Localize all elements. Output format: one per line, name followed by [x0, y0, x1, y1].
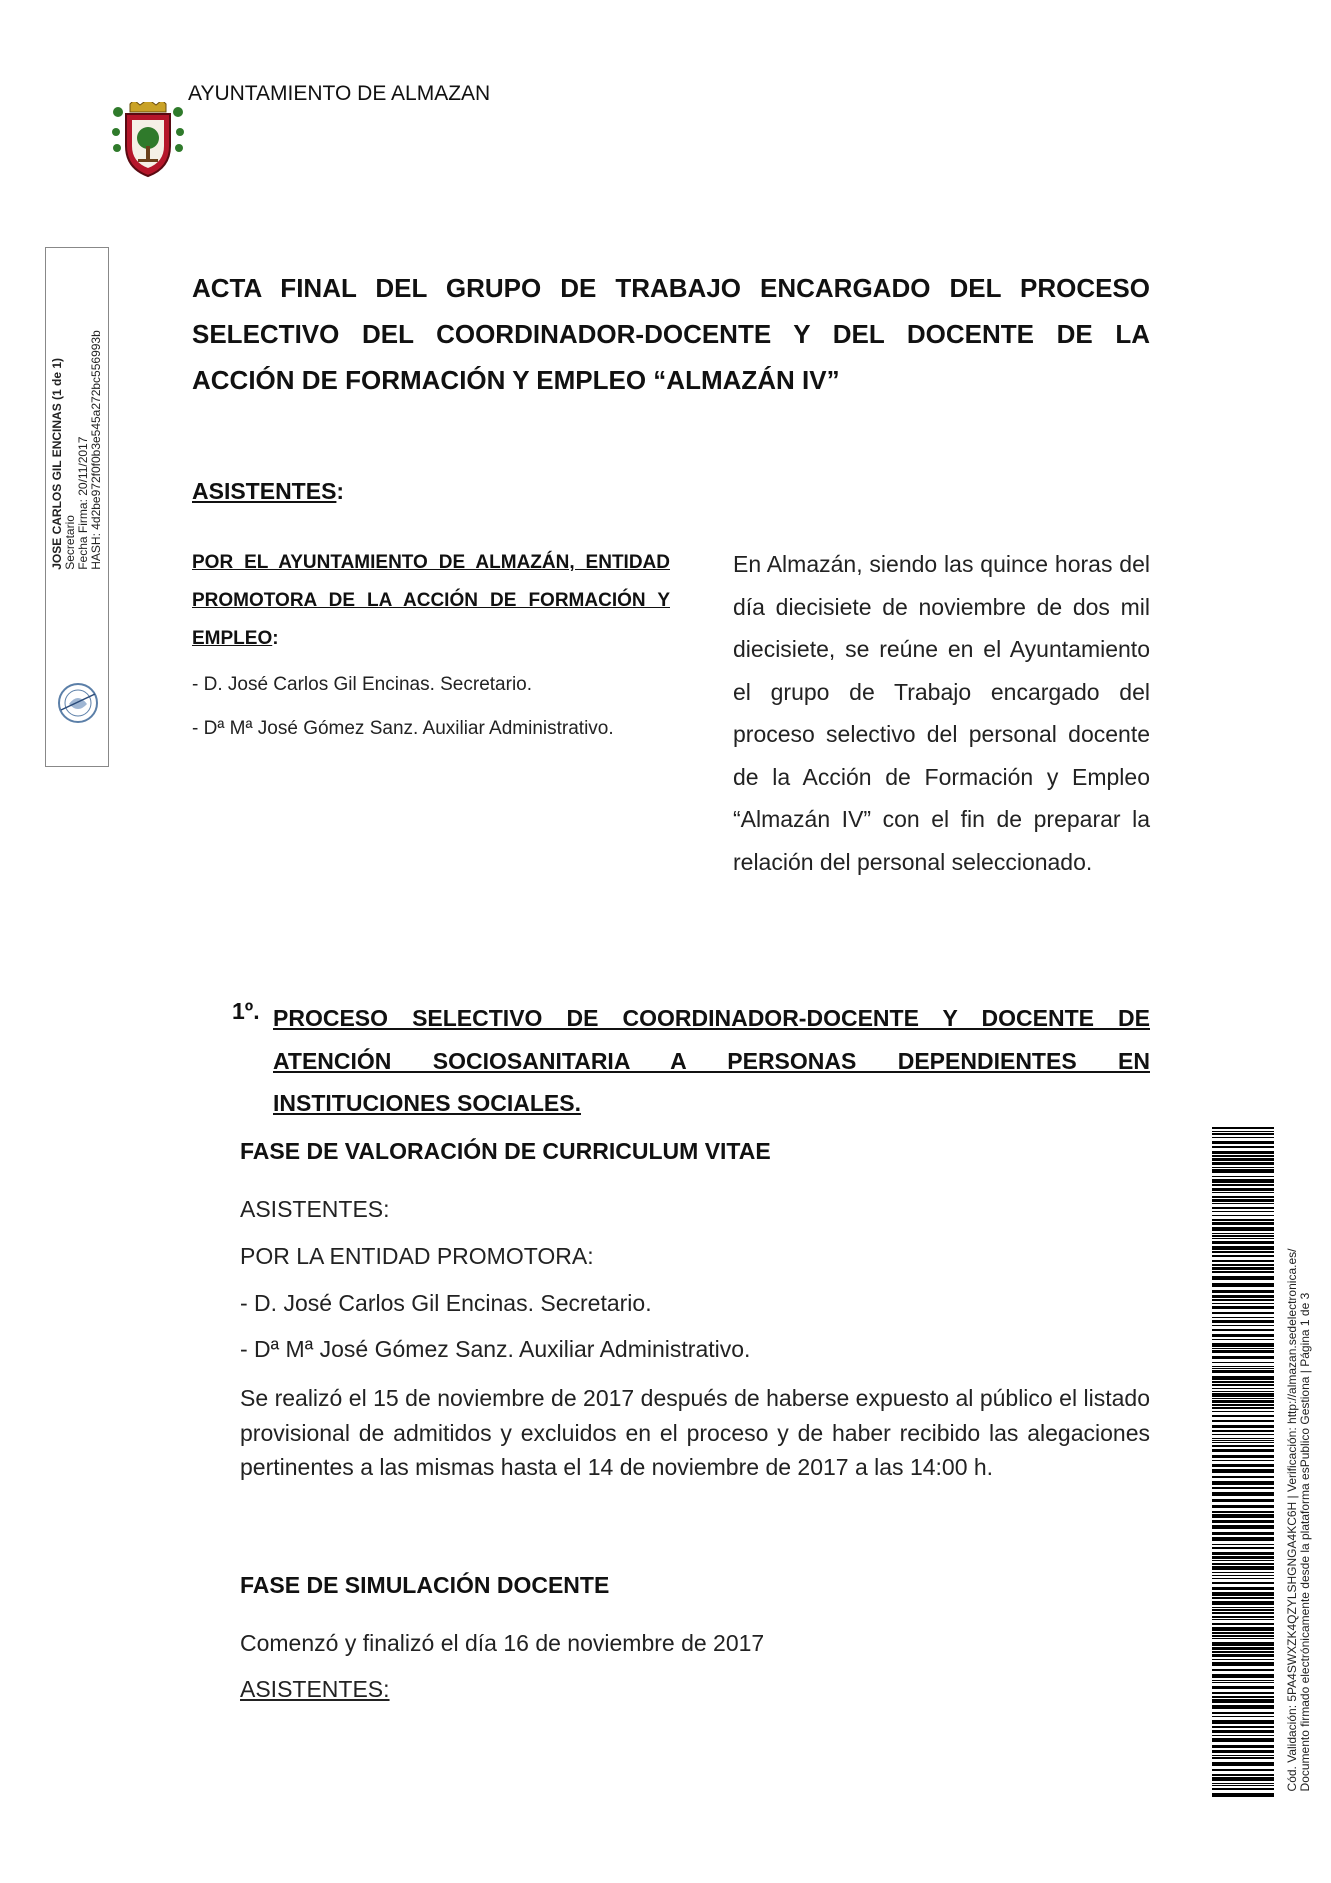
phase-simulation-heading: FASE DE SIMULACIÓN DOCENTE — [240, 1572, 610, 1598]
digital-signature-box — [45, 247, 109, 767]
attendees-heading — [192, 478, 344, 505]
verification-line-1: Cód. Validación: 5PA4SWXZK4QZYLSHGNGA4KC6H | Verificación: http://almazan.sedelectronica.es/ — [1285, 1248, 1299, 1792]
promoting-entity-colon: : — [272, 628, 279, 649]
signer-role: Secretario — [63, 515, 77, 570]
attendee-item: - Dª Mª José Gómez Sanz. Auxiliar Administrativo. — [192, 718, 614, 739]
phase-cv-heading: FASE DE VALORACIÓN DE CURRICULUM VITAE — [240, 1138, 771, 1164]
section-number: 1º. — [232, 998, 260, 1024]
meeting-intro-paragraph: En Almazán, siendo las quince horas del día diecisiete de noviembre de dos mil diecisiete, se reúne en el Ayuntamiento el grupo de Trabajo encargado del proceso selectivo del personal docente de la Acción de Formación y Empleo “Almazán IV” con el fin de preparar la relación del personal seleccionado. — [733, 551, 1150, 875]
signature-date: Fecha Firma: 20/11/2017 — [76, 436, 90, 570]
attendees-heading-colon: : — [336, 478, 345, 504]
verification-text — [1286, 1249, 1312, 1792]
institution-name: AYUNTAMIENTO DE ALMAZAN — [188, 82, 491, 105]
signature-text — [51, 330, 103, 570]
attendee-item: - D. José Carlos Gil Encinas. Secretario. — [192, 674, 533, 695]
municipal-coat-of-arms-icon — [112, 102, 184, 180]
entity-label: POR LA ENTIDAD PROMOTORA: — [240, 1243, 594, 1269]
cv-phase-paragraph: Se realizó el 15 de noviembre de 2017 después de haberse expuesto al público el listado provisional de admitidos y excluidos en el proceso y de haber recibido las alegaciones pertinentes a las mismas hasta el 14 de noviembre de 2017 a las 14:00 h. — [240, 1385, 1150, 1480]
attendee-item: - D. José Carlos Gil Encinas. Secretario. — [240, 1290, 652, 1316]
verification-line-2: Documento firmado electrónicamente desde la plataforma esPublico Gestiona | Página 1 de 3 — [1298, 1292, 1312, 1792]
promoting-entity-text: POR EL AYUNTAMIENTO DE ALMAZÁN, ENTIDAD PROMOTORA DE LA ACCIÓN DE FORMACIÓN Y EMPLEO — [192, 552, 670, 649]
attendees-label: ASISTENTES: — [240, 1196, 390, 1222]
attendees-label: ASISTENTES: — [240, 1676, 390, 1702]
section-title: PROCESO SELECTIVO DE COORDINADOR-DOCENTE Y DOCENTE DE ATENCIÓN SOCIOSANITARIA A PERSONAS DEPENDIENTES EN INSTITUCIONES SOCIALES. — [273, 1005, 1150, 1116]
barcode-icon — [1212, 1127, 1274, 1797]
attendees-heading-text: ASISTENTES — [192, 478, 337, 504]
attendees-column — [192, 544, 670, 746]
promoting-entity-label — [192, 544, 670, 658]
document-title: ACTA FINAL DEL GRUPO DE TRABAJO ENCARGADO DEL PROCESO SELECTIVO DEL COORDINADOR-DOCENTE Y DEL DOCENTE DE LA ACCIÓN DE FORMACIÓN Y EMPLEO “ALMAZÁN IV” — [192, 273, 1150, 395]
signer-name: JOSE CARLOS GIL ENCINAS (1 de 1) — [50, 357, 64, 570]
official-seal-icon — [55, 680, 101, 726]
signature-hash: HASH: 4d2be972f0f0b3e545a272bc556993b — [89, 330, 103, 570]
attendee-item: - Dª Mª José Gómez Sanz. Auxiliar Administrativo. — [240, 1336, 751, 1362]
simulation-date-text: Comenzó y finalizó el día 16 de noviembre de 2017 — [240, 1630, 765, 1656]
